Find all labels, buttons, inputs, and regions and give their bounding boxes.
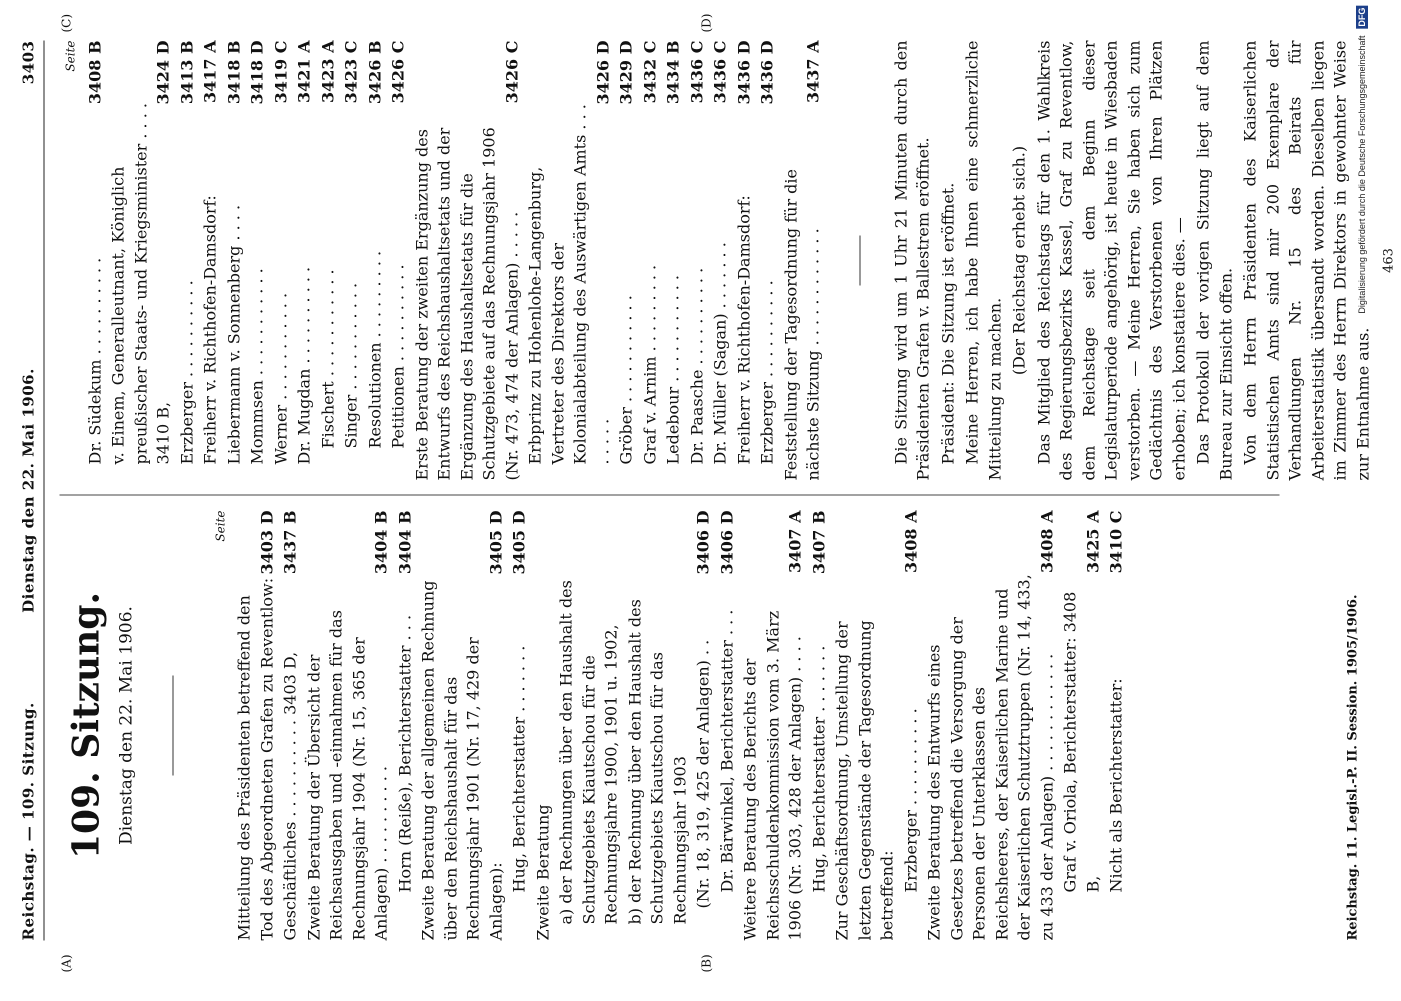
toc-entry-page: 3403 D — [256, 511, 279, 575]
toc-entry-page: 3424 D — [153, 41, 176, 105]
toc-entry-page: 3408 B — [84, 41, 107, 105]
toc-entry-page: 3429 D — [616, 41, 639, 105]
toc-entry — [200, 41, 223, 481]
running-head-date: Dienstag den 22. Mai 1906. — [20, 41, 38, 941]
toc-entry-page: 3404 B — [371, 511, 394, 575]
session-proceedings — [890, 41, 1375, 481]
rotated-page — [0, 1, 1383, 1001]
running-head — [16, 41, 45, 941]
toc-entry-page: 3421 A — [294, 41, 317, 104]
toc-entry-text: Zur Geschäftsordnung, Umstellung der letzten Gegenstände der Tagesordnung betreffend: — [832, 573, 900, 941]
toc-entry — [108, 41, 176, 481]
toc-entry — [556, 511, 624, 941]
toc-entry — [317, 41, 340, 481]
toc-entry — [924, 511, 1059, 941]
toc-entry — [1106, 511, 1129, 941]
toc-entry-text: Resolutionen . . . . . . . . . — [364, 103, 387, 449]
toc-entry-text: Horn (Reiße), Berichterstatter . . . — [394, 573, 417, 893]
toc-entry-text: Fischert . . . . . . . . . . . — [317, 103, 340, 449]
table-of-contents-right — [84, 41, 825, 481]
toc-entry-text: Mitteilung des Präsidenten betreffend den Tod des Abgeordneten Grafen zu Reventlow: — [234, 573, 279, 941]
toc-entry-page: 3434 B — [663, 41, 686, 105]
proceedings-paragraph: Das Protokoll der vorigen Sitzung liegt auf dem Bureau zur Einsicht offen. — [1193, 41, 1238, 481]
toc-entry-text: Erzberger . . . . . . . . . . — [176, 103, 199, 465]
toc-entry — [303, 511, 393, 941]
toc-entry-page: 3425 A — [1082, 511, 1105, 574]
toc-entry — [234, 511, 279, 941]
toc-entry — [832, 511, 900, 941]
toc-entry — [710, 41, 733, 481]
toc-entry — [780, 41, 825, 481]
toc-entry — [900, 511, 923, 941]
toc-entry — [223, 41, 246, 481]
toc-entry-text: Mommsen . . . . . . . . . . . — [247, 103, 270, 465]
toc-entry — [639, 41, 662, 481]
column-divider — [60, 495, 1280, 496]
toc-entry — [624, 511, 692, 941]
toc-entry — [247, 41, 270, 481]
toc-entry-page: 3423 C — [341, 41, 364, 104]
toc-entry-text: b) der Rechnung über den Haushalt des Schutzgebiets Kiautschou für das Rechnungsjahr 1903 — [624, 573, 692, 925]
toc-entry-page: 3418 D — [247, 41, 270, 105]
margin-marker-d: (D) — [700, 14, 714, 33]
toc-entry — [84, 41, 107, 481]
toc-entry-page: 3405 D — [509, 511, 532, 575]
toc-entry-page: 3406 D — [716, 511, 739, 575]
toc-entry — [509, 511, 532, 941]
toc-entry-text: Gröber . . . . . . . . . . . — [616, 103, 639, 465]
toc-entry — [341, 41, 364, 481]
toc-entry-page: 3419 C — [270, 41, 293, 104]
toc-entry-text: Erzberger . . . . . . . . . . — [900, 573, 923, 893]
toc-entry — [176, 41, 199, 481]
toc-entry-page: 3423 A — [317, 41, 340, 104]
toc-entry-page: 3437 B — [280, 511, 303, 575]
proceedings-paragraph: (Der Reichstag erhebt sich.) — [1009, 41, 1032, 481]
toc-entry-text: Dr. Müller (Sagan) . . . . . . . — [710, 103, 733, 465]
toc-entry — [616, 41, 639, 481]
toc-entry-text: v. Einem, Generalleutnant, Königlich preußischer Staats- und Kriegsminister . . . . 3410 B, — [108, 103, 176, 465]
toc-entry-text: Zweite Beratung — [532, 573, 555, 941]
toc-entry-text: (Nr. 18, 319, 425 der Anlagen) . . — [693, 573, 716, 909]
margin-marker-b: (B) — [700, 954, 714, 972]
toc-entry-text: Petitionen . . . . . . . . . . — [388, 103, 411, 449]
toc-entry — [411, 41, 524, 481]
toc-entry-page: 3437 A — [803, 41, 826, 104]
toc-entry-text: Dr. Südekum . . . . . . . . . . — [84, 103, 107, 465]
toc-entry-page: 3417 A — [200, 41, 223, 104]
signature-number: 463 — [1379, 41, 1401, 481]
toc-entry-text: Zweite Beratung des Entwurfs eines Gesetzes betreffend die Versorgung der Personen der Unterklassen des Reichsheeres, der Kaiserlichen Marine und der Kaiserlichen Schutztruppen (Nr. 14, 433, zu 433 der Anlagen) . . . . . . . . . . . . — [924, 573, 1059, 941]
toc-entry-page: 3405 D — [485, 511, 508, 575]
toc-entry-page: 3408 A — [1036, 511, 1059, 574]
toc-entry-page: 3436 D — [757, 41, 780, 105]
toc-entry — [733, 41, 756, 481]
toc-entry-text: Graf v. Arnim . . . . . . . . . — [639, 103, 662, 465]
toc-entry-page: 3436 C — [710, 41, 733, 104]
toc-entry — [716, 511, 739, 941]
toc-entry — [364, 41, 387, 481]
toc-entry-text: Geschäftliches . . . . . . . . . . 3403 D, — [280, 573, 303, 941]
toc-entry — [740, 511, 808, 941]
toc-entry-text: Erbprinz zu Hohenlohe-Langenburg, Vertreter des Direktors der Kolonialabteilung des Auswärtigen Amts . . . . . . . . — [525, 103, 615, 465]
left-column — [60, 511, 1130, 941]
toc-entry-page: 3426 C — [501, 41, 524, 104]
toc-entry-page: 3404 B — [394, 511, 417, 575]
toc-entry-page: 3407 B — [808, 511, 831, 575]
proceedings-paragraph: Das Mitglied des Reichstags für den 1. Wahlkreis des Regierungsbezirks Kassel, Graf zu Reventlow, dem Reichstage seit dem Beginn dieser Legislaturperiode angehörig, ist heute in Wiesbaden verstorben. — Meine Herren, Sie haben sich zum Gedächtnis des Verstorbenen von Ihren Plätzen erhoben; ich konstatiere dies. — — [1033, 41, 1191, 481]
toc-entry-text: Feststellung der Tagesordnung für die nächste Sitzung . . . . . . . . . . . . — [780, 103, 825, 481]
toc-entry-text: Hug, Berichterstatter . . . . . . . — [808, 573, 831, 893]
toc-entry — [394, 511, 417, 941]
proceedings-paragraph: Präsident: Die Sitzung ist eröffnet. — [937, 41, 960, 481]
page-number: 3403 — [20, 41, 38, 85]
toc-entry-text: Dr. Paasche . . . . . . . . . . — [686, 103, 709, 465]
toc-entry-text: Zweite Beratung der allgemeinen Rechnung über den Reichshaushalt für das Rechnungsjahr 1901 (Nr. 17, 429 der Anlagen): — [418, 573, 508, 941]
toc-entry-text: Singer . . . . . . . . . . . — [341, 103, 364, 449]
toc-entry-text: Ledebour . . . . . . . . . . . — [663, 103, 686, 465]
seite-label-right: Seite — [60, 41, 83, 481]
toc-entry — [1060, 511, 1105, 941]
toc-entry-text: Erzberger . . . . . . . . . . — [757, 103, 780, 465]
seite-label: Seite — [209, 511, 232, 941]
proceedings-paragraph: Von dem Herrn Präsidenten des Kaiserlichen Statistischen Amts sind mir 200 Exemplare der Verhandlungen Nr. 15 des Beirats für Arbeiterstatistik übersandt worden. Dieselben liegen im Zimmer des Herrn Direktors in gewohnter Weise zur Entnahme aus. — [1240, 41, 1375, 481]
toc-entry-page: 3406 D — [693, 511, 716, 575]
toc-entry-page: 3426 C — [388, 41, 411, 104]
toc-entry-text: Freiherr v. Richthofen-Damsdorf: — [200, 103, 223, 465]
toc-entry-text: Weitere Beratung des Berichts der Reichsschuldenkommission vom 3. März 1906 (Nr. 303, 428 der Anlagen) . . . . — [740, 573, 808, 941]
toc-entry-text: Hug, Berichterstatter . . . . . . . — [509, 573, 532, 893]
toc-entry — [294, 41, 317, 481]
toc-entry-page: 3436 C — [686, 41, 709, 104]
short-divider-rule — [859, 236, 860, 286]
footer-note: Reichstag. 11. Legisl.-P. II. Session. 1905/1906. — [1346, 595, 1361, 941]
toc-entry-text: Erste Beratung der zweiten Ergänzung des Entwurfs des Reichshaushaltsetats und der Ergänzung des Haushaltsetats für die Schutzgebiete auf das Rechnungsjahr 1906 (Nr. 473, 474 der Anlagen) . . . . . — [411, 103, 524, 481]
toc-entry — [270, 41, 293, 481]
toc-entry-text: Freiherr v. Richthofen-Damsdorf: — [733, 103, 756, 465]
toc-entry — [418, 511, 508, 941]
toc-entry-text: Dr. Mugdan . . . . . . . . . . — [294, 103, 317, 465]
toc-entry — [686, 41, 709, 481]
toc-entry-page: 3413 B — [176, 41, 199, 105]
dfg-logo: DFG — [1356, 6, 1368, 29]
proceedings-paragraph: Die Sitzung wird um 1 Uhr 21 Minuten durch den Präsidenten Grafen v. Ballestrem eröffnet. — [890, 41, 935, 481]
toc-entry-page: 3407 A — [785, 511, 808, 574]
margin-marker-c: (C) — [60, 14, 74, 33]
session-date: Dienstag den 22. Mai 1906. — [116, 511, 139, 941]
table-of-contents-left — [234, 511, 1129, 941]
proceedings-paragraph: Meine Herren, ich habe Ihnen eine schmerzliche Mitteilung zu machen. — [962, 41, 1007, 481]
toc-entry-text: Liebermann v. Sonnenberg . . . . — [223, 103, 246, 465]
toc-entry-page: 3410 C — [1106, 511, 1129, 574]
toc-entry-text: Dr. Bärwinkel, Berichterstatter . . . — [716, 573, 739, 893]
toc-entry-page: 3408 A — [900, 511, 923, 574]
dfg-note: Digitalisierung gefördert durch die Deutsche Forschungsgemeinschaft — [1357, 36, 1367, 314]
toc-entry-page: 3426 D — [592, 41, 615, 105]
toc-entry-text: Werner . . . . . . . . . . . — [270, 103, 293, 465]
toc-entry — [388, 41, 411, 481]
running-head-left: Reichstag. — 109. Sitzung. — [20, 702, 38, 940]
toc-entry-page: 3418 B — [223, 41, 246, 105]
toc-entry — [757, 41, 780, 481]
toc-entry-page: 3432 C — [639, 41, 662, 104]
right-column — [60, 41, 1401, 481]
toc-entry-text: Zweite Beratung der Übersicht der Reichsausgaben und -einnahmen für das Rechnungsjahr 1904 (Nr. 15, 365 der Anlagen) . . . . . . . . . . — [303, 573, 393, 941]
toc-entry-page: 3436 D — [733, 41, 756, 105]
toc-entry-text: Nicht als Berichterstatter: — [1106, 573, 1129, 893]
toc-entry — [532, 511, 555, 941]
margin-marker-a: (A) — [60, 954, 74, 972]
toc-entry-text: a) der Rechnungen über den Haushalt des Schutzgebiets Kiautschou für die Rechnungsjahre 1900, 1901 u. 1902, — [556, 573, 624, 925]
toc-entry — [525, 41, 615, 481]
toc-entry-page: 3426 B — [364, 41, 387, 105]
toc-entry — [280, 511, 303, 941]
toc-entry-text: Graf v. Oriola, Berichterstatter: 3408 B, — [1060, 573, 1105, 893]
divider-rule — [172, 676, 173, 776]
session-title: 109. Sitzung. — [64, 511, 110, 941]
dfg-credit — [1356, 6, 1368, 314]
toc-entry — [693, 511, 716, 941]
toc-entry — [663, 41, 686, 481]
toc-entry — [808, 511, 831, 941]
